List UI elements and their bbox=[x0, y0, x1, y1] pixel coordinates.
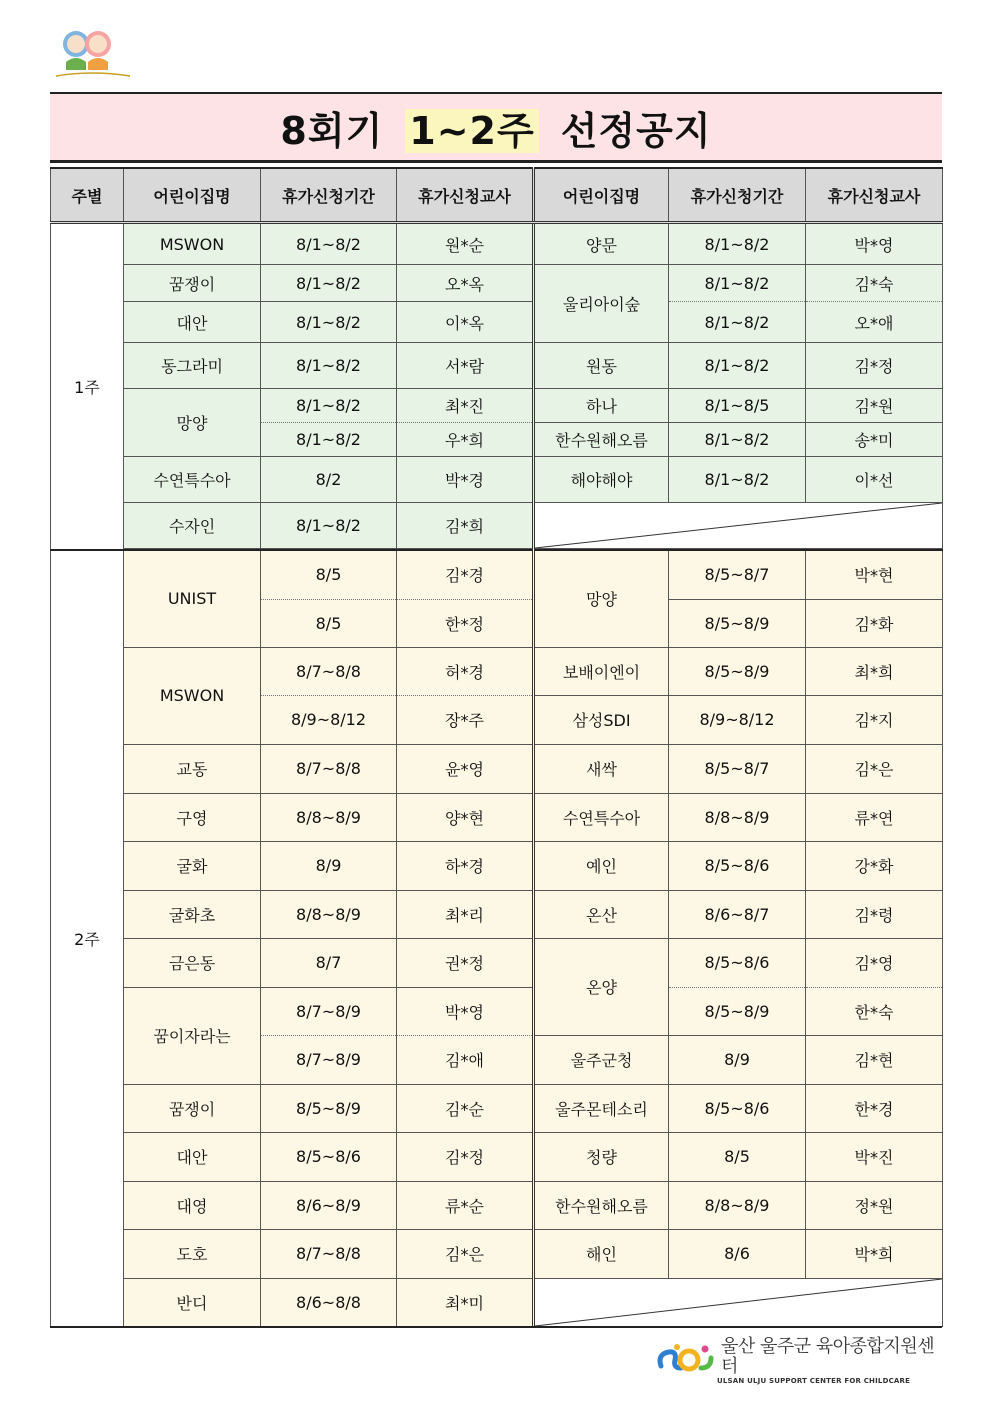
teacher: 김*령 bbox=[806, 890, 943, 938]
teacher: 서*람 bbox=[397, 343, 534, 389]
period: 8/8~8/9 bbox=[261, 793, 397, 841]
center-name: 울리아이숲 bbox=[534, 265, 669, 343]
title-separator bbox=[50, 162, 942, 163]
teacher: 박*영 bbox=[806, 223, 943, 265]
center-name: MSWON bbox=[124, 223, 261, 265]
center-name: 망양 bbox=[124, 389, 261, 457]
center-name: 울주몬테소리 bbox=[534, 1084, 669, 1132]
table-row bbox=[51, 457, 943, 503]
period: 8/5~8/7 bbox=[669, 744, 806, 793]
center-name: 해인 bbox=[534, 1229, 669, 1278]
col-header: 휴가신청기간 bbox=[669, 168, 806, 223]
table-row bbox=[51, 793, 943, 841]
table-row bbox=[51, 223, 943, 265]
teacher: 한*숙 bbox=[806, 987, 943, 1035]
period: 8/1~8/2 bbox=[669, 302, 806, 343]
period: 8/5~8/6 bbox=[669, 841, 806, 890]
center-name: 동그라미 bbox=[124, 343, 261, 389]
period: 8/1~8/2 bbox=[669, 343, 806, 389]
title-prefix: 8회기 bbox=[280, 108, 384, 153]
period: 8/5 bbox=[261, 550, 397, 599]
period: 8/5~8/9 bbox=[261, 1084, 397, 1132]
table-row bbox=[51, 343, 943, 389]
col-header: 휴가신청교사 bbox=[397, 168, 534, 223]
center-name: 삼성SDI bbox=[534, 695, 669, 744]
center-name: 원동 bbox=[534, 343, 669, 389]
period: 8/7~8/9 bbox=[261, 1035, 397, 1084]
teacher: 허*경 bbox=[397, 647, 534, 695]
schedule-table bbox=[50, 167, 943, 1327]
teacher: 박*현 bbox=[806, 550, 943, 599]
title-banner bbox=[50, 92, 942, 162]
table-row bbox=[51, 841, 943, 890]
col-header: 휴가신청교사 bbox=[806, 168, 943, 223]
teacher: 강*화 bbox=[806, 841, 943, 890]
period: 8/5~8/6 bbox=[669, 938, 806, 987]
period: 8/8~8/9 bbox=[669, 793, 806, 841]
period: 8/1~8/2 bbox=[669, 223, 806, 265]
center-name: 수연특수아 bbox=[534, 793, 669, 841]
table-bottom-rule bbox=[50, 1326, 942, 1328]
period: 8/5 bbox=[669, 1132, 806, 1181]
period: 8/6~8/9 bbox=[261, 1181, 397, 1229]
period: 8/9 bbox=[261, 841, 397, 890]
page-title bbox=[280, 100, 711, 155]
teacher: 최*미 bbox=[397, 1278, 534, 1326]
title-suffix: 선정공지 bbox=[560, 108, 712, 153]
period: 8/5~8/6 bbox=[261, 1132, 397, 1181]
teacher: 최*진 bbox=[397, 389, 534, 423]
center-name: 대안 bbox=[124, 302, 261, 343]
teacher: 오*애 bbox=[806, 302, 943, 343]
period: 8/1~8/2 bbox=[669, 423, 806, 457]
teacher: 김*정 bbox=[806, 343, 943, 389]
table-row bbox=[51, 890, 943, 938]
teacher: 박*경 bbox=[397, 457, 534, 503]
table-row bbox=[51, 1181, 943, 1229]
col-header: 어린이집명 bbox=[534, 168, 669, 223]
center-name: 울주군청 bbox=[534, 1035, 669, 1084]
teacher: 김*애 bbox=[397, 1035, 534, 1084]
week-label: 2주 bbox=[51, 550, 124, 1327]
period: 8/5 bbox=[261, 599, 397, 647]
center-name: UNIST bbox=[124, 550, 261, 647]
center-name: 금은동 bbox=[124, 938, 261, 987]
organization-name-en: ULSAN ULJU SUPPORT CENTER FOR CHILDCARE bbox=[717, 1377, 911, 1385]
center-name: 하나 bbox=[534, 389, 669, 423]
period: 8/6 bbox=[669, 1229, 806, 1278]
table-row bbox=[51, 1278, 943, 1326]
center-name: 새싹 bbox=[534, 744, 669, 793]
teacher: 김*지 bbox=[806, 695, 943, 744]
teacher: 김*경 bbox=[397, 550, 534, 599]
period: 8/7~8/8 bbox=[261, 744, 397, 793]
period: 8/1~8/2 bbox=[261, 423, 397, 457]
center-name: 한수원해오름 bbox=[534, 423, 669, 457]
center-name: 굴화초 bbox=[124, 890, 261, 938]
center-name: 예인 bbox=[534, 841, 669, 890]
center-name: 반디 bbox=[124, 1278, 261, 1326]
period: 8/5~8/6 bbox=[669, 1084, 806, 1132]
period: 8/1~8/2 bbox=[669, 265, 806, 302]
period: 8/6~8/8 bbox=[261, 1278, 397, 1326]
center-name: 대영 bbox=[124, 1181, 261, 1229]
empty-diagonal-cell bbox=[534, 1278, 943, 1326]
teacher: 최*희 bbox=[806, 647, 943, 695]
period: 8/1~8/2 bbox=[261, 389, 397, 423]
period: 8/1~8/2 bbox=[261, 223, 397, 265]
table-row bbox=[51, 550, 943, 599]
teacher: 하*경 bbox=[397, 841, 534, 890]
center-name: 꿈쟁이 bbox=[124, 1084, 261, 1132]
teacher: 박*희 bbox=[806, 1229, 943, 1278]
teacher: 박*진 bbox=[806, 1132, 943, 1181]
table-header-row bbox=[51, 168, 943, 223]
center-name: 대안 bbox=[124, 1132, 261, 1181]
organization-name: 울산 울주군 육아종합지원센터 bbox=[721, 1336, 935, 1377]
period: 8/7~8/8 bbox=[261, 647, 397, 695]
center-name: 해야해야 bbox=[534, 457, 669, 503]
teacher: 류*연 bbox=[806, 793, 943, 841]
period: 8/7 bbox=[261, 938, 397, 987]
period: 8/1~8/2 bbox=[261, 265, 397, 302]
teacher: 김*순 bbox=[397, 1084, 534, 1132]
empty-diagonal-cell bbox=[534, 503, 943, 549]
teacher: 한*경 bbox=[806, 1084, 943, 1132]
teacher: 원*순 bbox=[397, 223, 534, 265]
center-name: MSWON bbox=[124, 647, 261, 744]
center-name: 구영 bbox=[124, 793, 261, 841]
period: 8/1~8/2 bbox=[261, 302, 397, 343]
period: 8/7~8/8 bbox=[261, 1229, 397, 1278]
table-row bbox=[51, 647, 943, 695]
table-row bbox=[51, 1132, 943, 1181]
center-name: 보배이엔이 bbox=[534, 647, 669, 695]
center-name: 온양 bbox=[534, 938, 669, 1035]
teacher: 김*영 bbox=[806, 938, 943, 987]
center-name: 청량 bbox=[534, 1132, 669, 1181]
center-name: 수연특수아 bbox=[124, 457, 261, 503]
teacher: 우*희 bbox=[397, 423, 534, 457]
teacher: 송*미 bbox=[806, 423, 943, 457]
title-highlight: 1~2주 bbox=[405, 109, 538, 153]
table-row bbox=[51, 987, 943, 1035]
period: 8/8~8/9 bbox=[261, 890, 397, 938]
table-row bbox=[51, 265, 943, 302]
teacher: 권*정 bbox=[397, 938, 534, 987]
period: 8/1~8/2 bbox=[261, 503, 397, 549]
table-row bbox=[51, 302, 943, 343]
teacher: 이*선 bbox=[806, 457, 943, 503]
teacher: 김*현 bbox=[806, 1035, 943, 1084]
teacher: 김*은 bbox=[806, 744, 943, 793]
center-name: 교동 bbox=[124, 744, 261, 793]
teacher: 김*원 bbox=[806, 389, 943, 423]
teacher: 김*정 bbox=[397, 1132, 534, 1181]
childcare-center-logo-icon bbox=[655, 1342, 717, 1380]
table-row bbox=[51, 1229, 943, 1278]
center-name: 온산 bbox=[534, 890, 669, 938]
center-name: 한수원해오름 bbox=[534, 1181, 669, 1229]
footer-organization bbox=[655, 1336, 945, 1385]
period: 8/1~8/5 bbox=[669, 389, 806, 423]
period: 8/1~8/2 bbox=[669, 457, 806, 503]
period: 8/2 bbox=[261, 457, 397, 503]
period: 8/1~8/2 bbox=[261, 343, 397, 389]
period: 8/5~8/7 bbox=[669, 550, 806, 599]
teacher: 김*희 bbox=[397, 503, 534, 549]
period: 8/5~8/9 bbox=[669, 987, 806, 1035]
center-name: 수자인 bbox=[124, 503, 261, 549]
teacher: 김*은 bbox=[397, 1229, 534, 1278]
period: 8/9~8/12 bbox=[261, 695, 397, 744]
period: 8/5~8/9 bbox=[669, 647, 806, 695]
teacher: 윤*영 bbox=[397, 744, 534, 793]
center-name: 양문 bbox=[534, 223, 669, 265]
period: 8/5~8/9 bbox=[669, 599, 806, 647]
center-name: 꿈이자라는 bbox=[124, 987, 261, 1084]
teacher: 양*현 bbox=[397, 793, 534, 841]
teacher: 장*주 bbox=[397, 695, 534, 744]
teacher: 한*정 bbox=[397, 599, 534, 647]
teacher: 김*숙 bbox=[806, 265, 943, 302]
table-row bbox=[51, 389, 943, 423]
center-name: 굴화 bbox=[124, 841, 261, 890]
period: 8/8~8/9 bbox=[669, 1181, 806, 1229]
col-header: 휴가신청기간 bbox=[261, 168, 397, 223]
table-row bbox=[51, 1084, 943, 1132]
teacher: 박*영 bbox=[397, 987, 534, 1035]
teacher: 류*순 bbox=[397, 1181, 534, 1229]
teacher: 최*리 bbox=[397, 890, 534, 938]
center-name: 도호 bbox=[124, 1229, 261, 1278]
center-name: 망양 bbox=[534, 550, 669, 647]
table-row bbox=[51, 503, 943, 549]
period: 8/6~8/7 bbox=[669, 890, 806, 938]
table-row bbox=[51, 744, 943, 793]
two-children-logo-icon bbox=[46, 26, 136, 82]
table-row bbox=[51, 938, 943, 987]
week-label: 1주 bbox=[51, 223, 124, 551]
period: 8/7~8/9 bbox=[261, 987, 397, 1035]
center-name: 꿈쟁이 bbox=[124, 265, 261, 302]
teacher: 김*화 bbox=[806, 599, 943, 647]
col-header: 어린이집명 bbox=[124, 168, 261, 223]
teacher: 정*원 bbox=[806, 1181, 943, 1229]
teacher: 이*옥 bbox=[397, 302, 534, 343]
period: 8/9~8/12 bbox=[669, 695, 806, 744]
col-header: 주별 bbox=[51, 168, 124, 223]
period: 8/9 bbox=[669, 1035, 806, 1084]
teacher: 오*옥 bbox=[397, 265, 534, 302]
